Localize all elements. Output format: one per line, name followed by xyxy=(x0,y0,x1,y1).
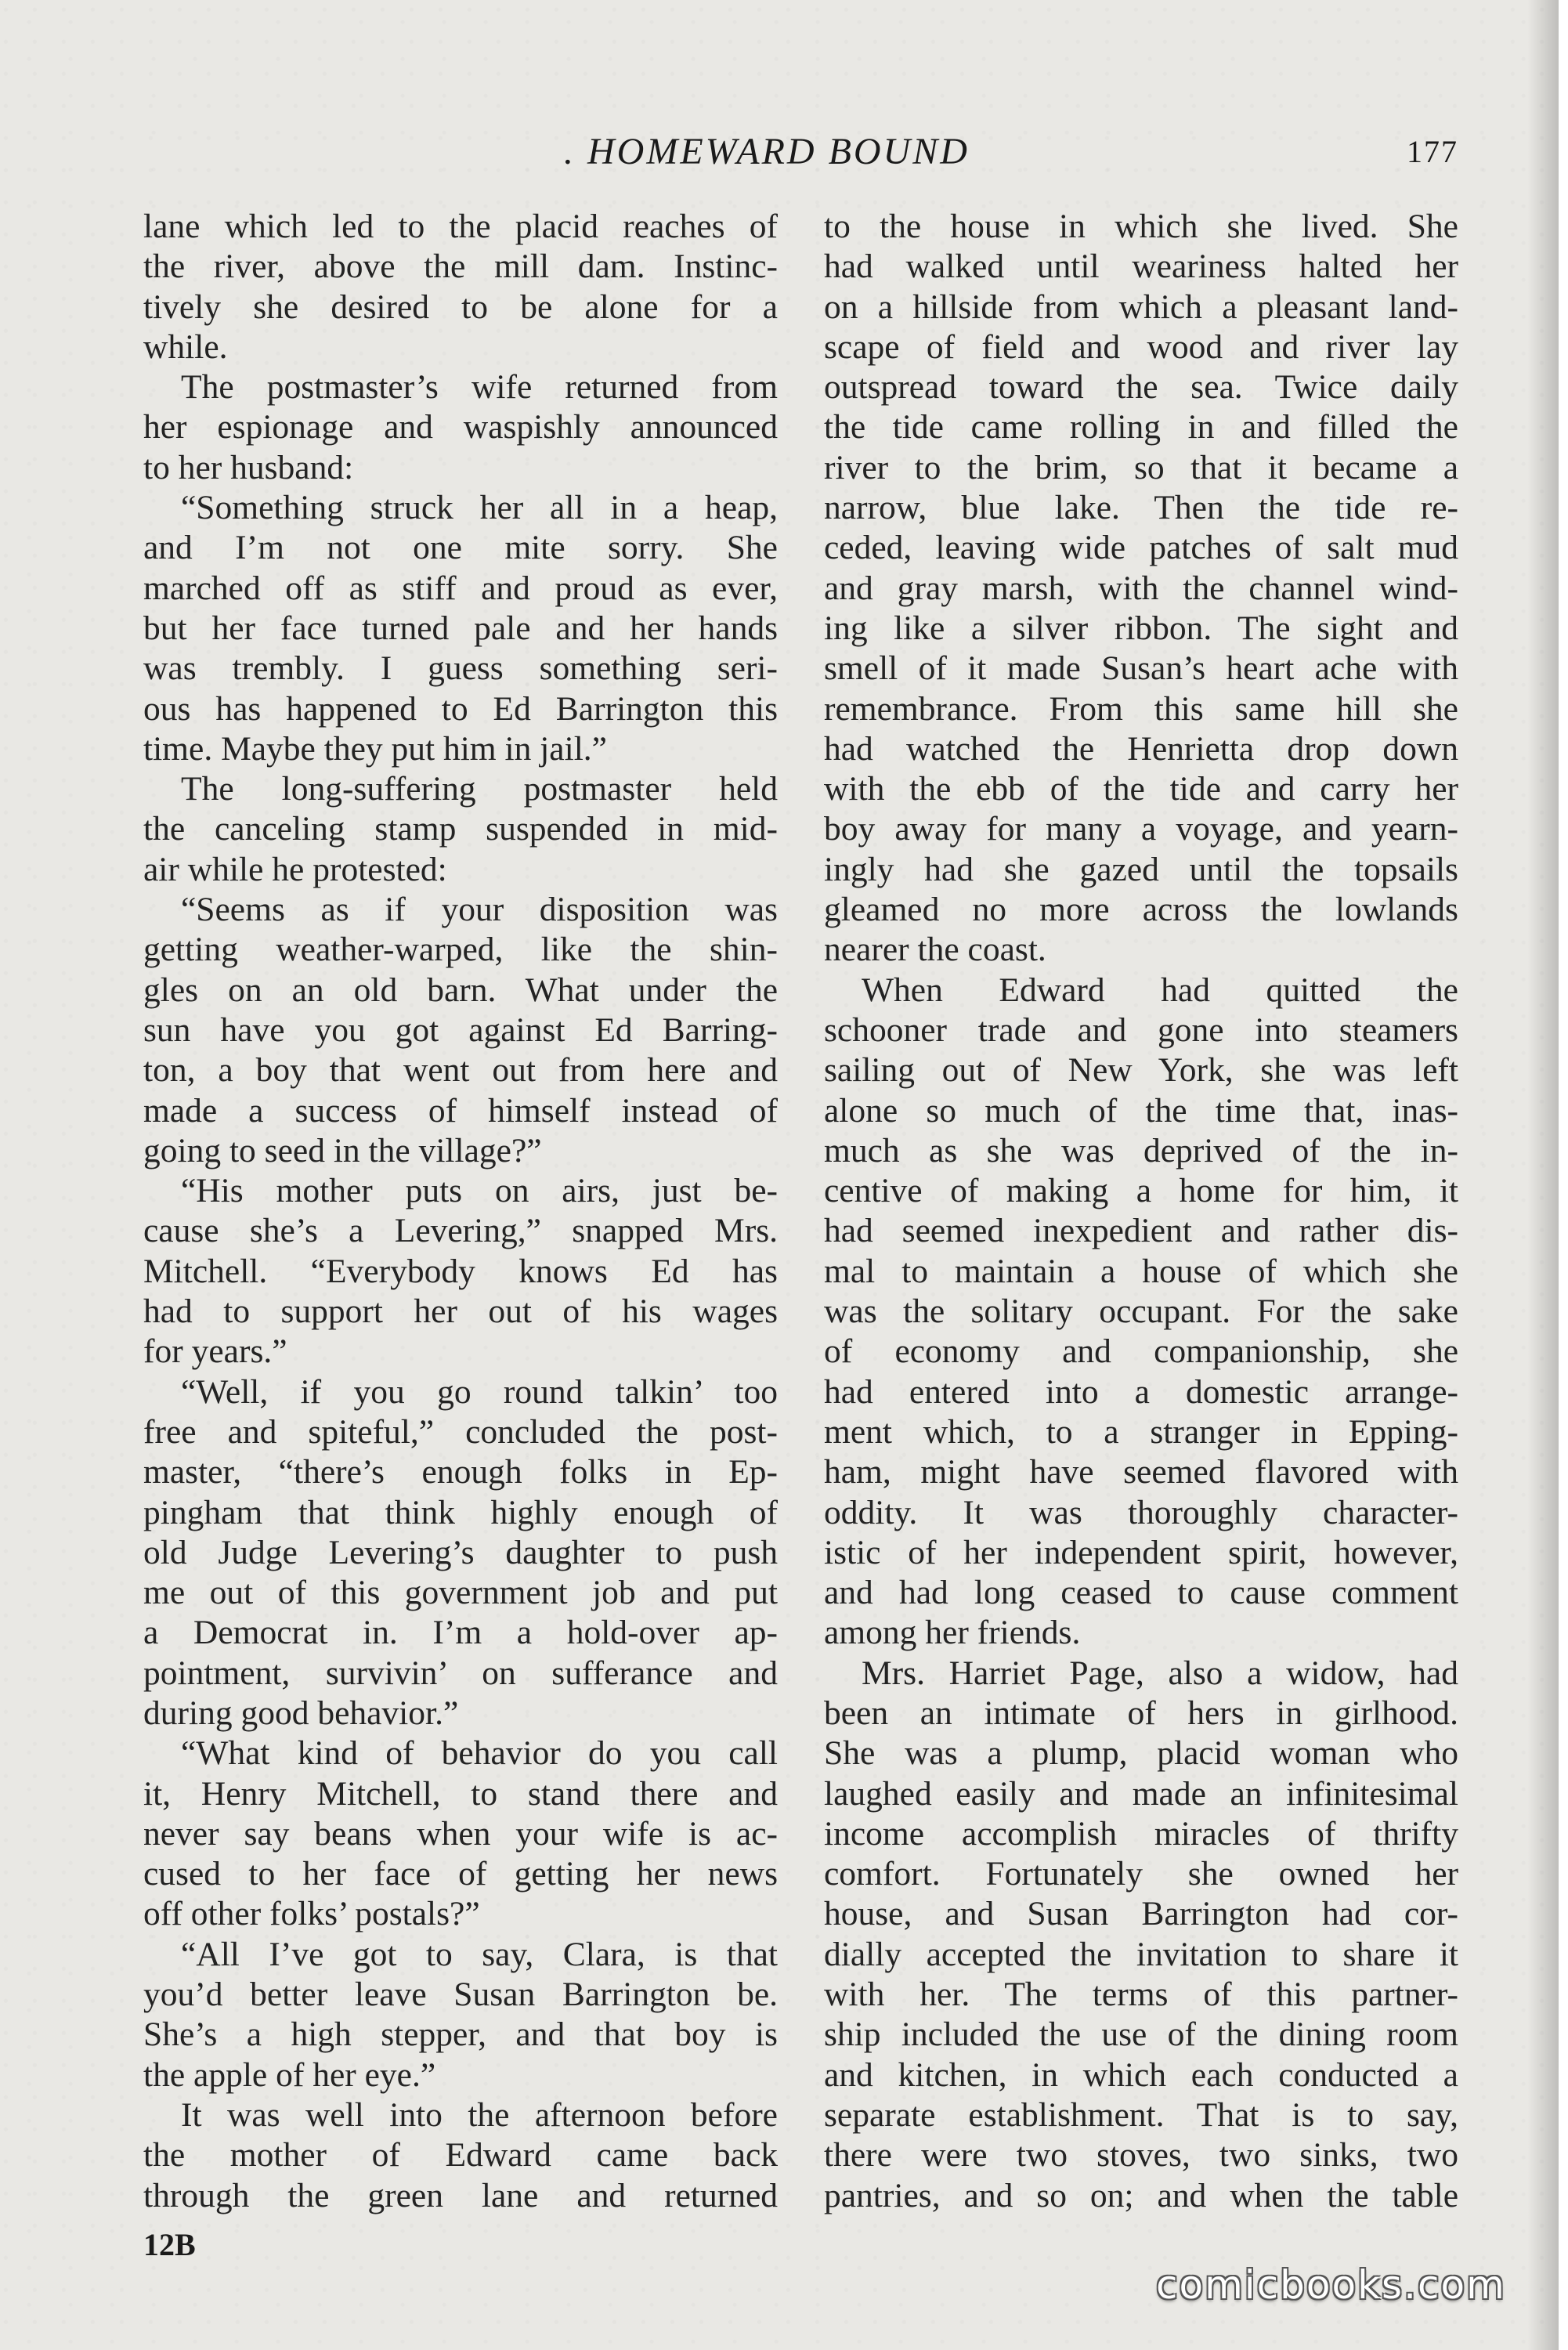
text-line: dially accepted the invitation to share it xyxy=(824,1935,1458,1973)
text-line: cause she’s a Levering,” snapped Mrs. xyxy=(143,1212,778,1250)
text-line: Mitchell. “Everybody knows Ed has xyxy=(143,1252,778,1290)
text-line: there were two stoves, two sinks, two xyxy=(824,2136,1458,2175)
text-line: ton, a boy that went out from here and xyxy=(143,1051,778,1090)
text-line: outspread toward the sea. Twice daily xyxy=(824,368,1458,407)
text-line: made a success of himself instead of xyxy=(143,1091,778,1130)
text-line: The long-suffering postmaster held xyxy=(181,770,778,808)
text-line: had seemed inexpedient and rather dis- xyxy=(824,1212,1458,1250)
text-line: It was well into the afternoon before xyxy=(181,2095,778,2134)
text-line: ship included the use of the dining room xyxy=(824,2016,1458,2054)
text-line: and kitchen, in which each conducted a xyxy=(824,2055,1458,2094)
text-line: ingly had she gazed until the topsails xyxy=(824,850,1458,888)
text-line: to the house in which she lived. She xyxy=(824,208,1458,245)
text-line: was the solitary occupant. For the sake xyxy=(824,1292,1458,1331)
text-line: with the ebb of the tide and carry her xyxy=(824,770,1458,808)
text-line: among her friends. xyxy=(824,1614,1081,1652)
text-line: comfort. Fortunately she owned her xyxy=(824,1855,1458,1893)
text-line: house, and Susan Barrington had cor- xyxy=(824,1895,1458,1933)
text-line: narrow, blue lake. Then the tide re- xyxy=(824,489,1458,527)
text-line: while. xyxy=(143,327,228,366)
text-line: mal to maintain a house of which she xyxy=(824,1252,1458,1290)
page-number: 177 xyxy=(1407,134,1458,169)
text-line: pointment, survivin’ on sufferance and xyxy=(143,1654,778,1692)
text-line: marched off as stiff and proud as ever, xyxy=(143,569,778,607)
text-line: but her face turned pale and her hands xyxy=(143,609,778,647)
text-line: alone so much of the time that, inas- xyxy=(824,1091,1458,1130)
text-line: gles on an old barn. What under the xyxy=(143,971,778,1009)
text-line: “All I’ve got to say, Clara, is that xyxy=(181,1935,778,1973)
text-line: schooner trade and gone into steamers xyxy=(824,1010,1458,1049)
text-line: you’d better leave Susan Barrington be. xyxy=(143,1976,778,2014)
text-line: Mrs. Harriet Page, also a widow, had xyxy=(862,1654,1458,1692)
text-line: a Democrat in. I’m a hold-over ap- xyxy=(143,1614,778,1652)
text-line: river to the brim, so that it became a xyxy=(824,448,1458,486)
text-line: cused to her face of getting her news xyxy=(143,1855,778,1893)
text-line: her espionage and waspishly announced xyxy=(143,408,778,446)
text-line: master, “there’s enough folks in Ep- xyxy=(143,1453,778,1491)
text-line: was trembly. I guess something seri- xyxy=(143,649,778,688)
text-line: pantries, and so on; and when the table xyxy=(824,2176,1458,2214)
text-line: separate establishment. That is to say, xyxy=(824,2095,1458,2134)
text-line: smell of it made Susan’s heart ache with xyxy=(824,649,1458,688)
text-line: “Seems as if your disposition was xyxy=(181,891,778,929)
text-line: for years.” xyxy=(143,1332,287,1371)
text-line: free and spiteful,” concluded the post- xyxy=(143,1412,778,1451)
watermark-logo: comicbooks.com xyxy=(1156,2262,1506,2308)
text-line: and had long ceased to cause comment xyxy=(824,1574,1458,1612)
text-line: ing like a silver ribbon. The sight and xyxy=(824,609,1458,647)
text-line: the tide came rolling in and filled the xyxy=(824,408,1458,446)
text-line: on a hillside from which a pleasant land- xyxy=(824,287,1458,326)
text-line: “Well, if you go round talkin’ too xyxy=(181,1372,778,1411)
text-line: ham, might have seemed flavored with xyxy=(824,1453,1458,1491)
text-line: centive of making a home for him, it xyxy=(824,1172,1458,1210)
text-line: had watched the Henrietta drop down xyxy=(824,729,1458,768)
text-line: When Edward had quitted the xyxy=(862,971,1458,1009)
text-line: much as she was deprived of the in- xyxy=(824,1131,1458,1170)
text-line: “His mother puts on airs, just be- xyxy=(181,1172,778,1210)
text-line: the canceling stamp suspended in mid- xyxy=(143,810,778,848)
text-line: remembrance. From this same hill she xyxy=(824,689,1458,728)
text-line: tively she desired to be alone for a xyxy=(143,287,778,326)
text-line: the apple of her eye.” xyxy=(143,2055,436,2094)
text-line: and gray marsh, with the channel wind- xyxy=(824,569,1458,607)
text-line: gleamed no more across the lowlands xyxy=(824,891,1458,929)
text-line: going to seed in the village?” xyxy=(143,1131,542,1170)
text-line: air while he protested: xyxy=(143,850,447,888)
text-line: the mother of Edward came back xyxy=(143,2136,778,2175)
text-line: time. Maybe they put him in jail.” xyxy=(143,729,607,768)
text-line: off other folks’ postals?” xyxy=(143,1895,480,1933)
text-line: it, Henry Mitchell, to stand there and xyxy=(143,1774,778,1813)
text-line: old Judge Levering’s daughter to push xyxy=(143,1533,778,1571)
text-line: ous has happened to Ed Barrington this xyxy=(143,689,778,728)
text-line: boy away for many a voyage, and yearn- xyxy=(824,810,1458,848)
text-line: of economy and companionship, she xyxy=(824,1332,1458,1371)
left-text-column xyxy=(143,207,778,2216)
text-line: nearer the coast. xyxy=(824,931,1046,969)
text-line: sailing out of New York, she was left xyxy=(824,1051,1458,1090)
text-line: me out of this government job and put xyxy=(143,1574,778,1612)
text-line: during good behavior.” xyxy=(143,1694,459,1732)
text-line: to her husband: xyxy=(143,448,354,486)
text-line: and I’m not one mite sorry. She xyxy=(143,529,778,567)
text-line: She’s a high stepper, and that boy is xyxy=(143,2016,778,2054)
text-line: istic of her independent spirit, however, xyxy=(824,1533,1458,1571)
text-line: never say beans when your wife is ac- xyxy=(143,1814,778,1853)
text-line: been an intimate of hers in girlhood. xyxy=(824,1694,1458,1732)
signature-mark: 12B xyxy=(143,2227,196,2262)
right-text-column xyxy=(824,207,1458,2216)
text-line: laughed easily and made an infinitesimal xyxy=(824,1774,1458,1813)
text-line: The postmaster’s wife returned from xyxy=(181,368,778,407)
text-line: ceded, leaving wide patches of salt mud xyxy=(824,529,1458,567)
text-line: had entered into a domestic arrange- xyxy=(824,1372,1458,1411)
text-line: income accomplish miracles of thrifty xyxy=(824,1814,1458,1853)
running-head-title: . HOMEWARD BOUND xyxy=(564,131,970,172)
text-line: lane which led to the placid reaches of xyxy=(143,208,778,245)
text-line: the river, above the mill dam. Instinc- xyxy=(143,248,778,286)
text-line: with her. The terms of this partner- xyxy=(824,1976,1458,2014)
text-line: oddity. It was thoroughly character- xyxy=(824,1493,1458,1531)
text-line: She was a plump, placid woman who xyxy=(824,1734,1458,1773)
text-line: scape of field and wood and river lay xyxy=(824,327,1458,366)
text-line: pingham that think highly enough of xyxy=(143,1493,778,1531)
text-line: ment which, to a stranger in Epping- xyxy=(824,1412,1458,1451)
text-line: through the green lane and returned xyxy=(143,2176,778,2214)
text-line: getting weather-warped, like the shin- xyxy=(143,931,778,969)
text-line: “What kind of behavior do you call xyxy=(181,1734,778,1773)
text-line: “Something struck her all in a heap, xyxy=(181,489,778,527)
text-line: had to support her out of his wages xyxy=(143,1292,778,1331)
text-line: had walked until weariness halted her xyxy=(824,248,1458,286)
page-edge-shadow xyxy=(1527,0,1559,2350)
text-line: sun have you got against Ed Barring- xyxy=(143,1010,778,1049)
